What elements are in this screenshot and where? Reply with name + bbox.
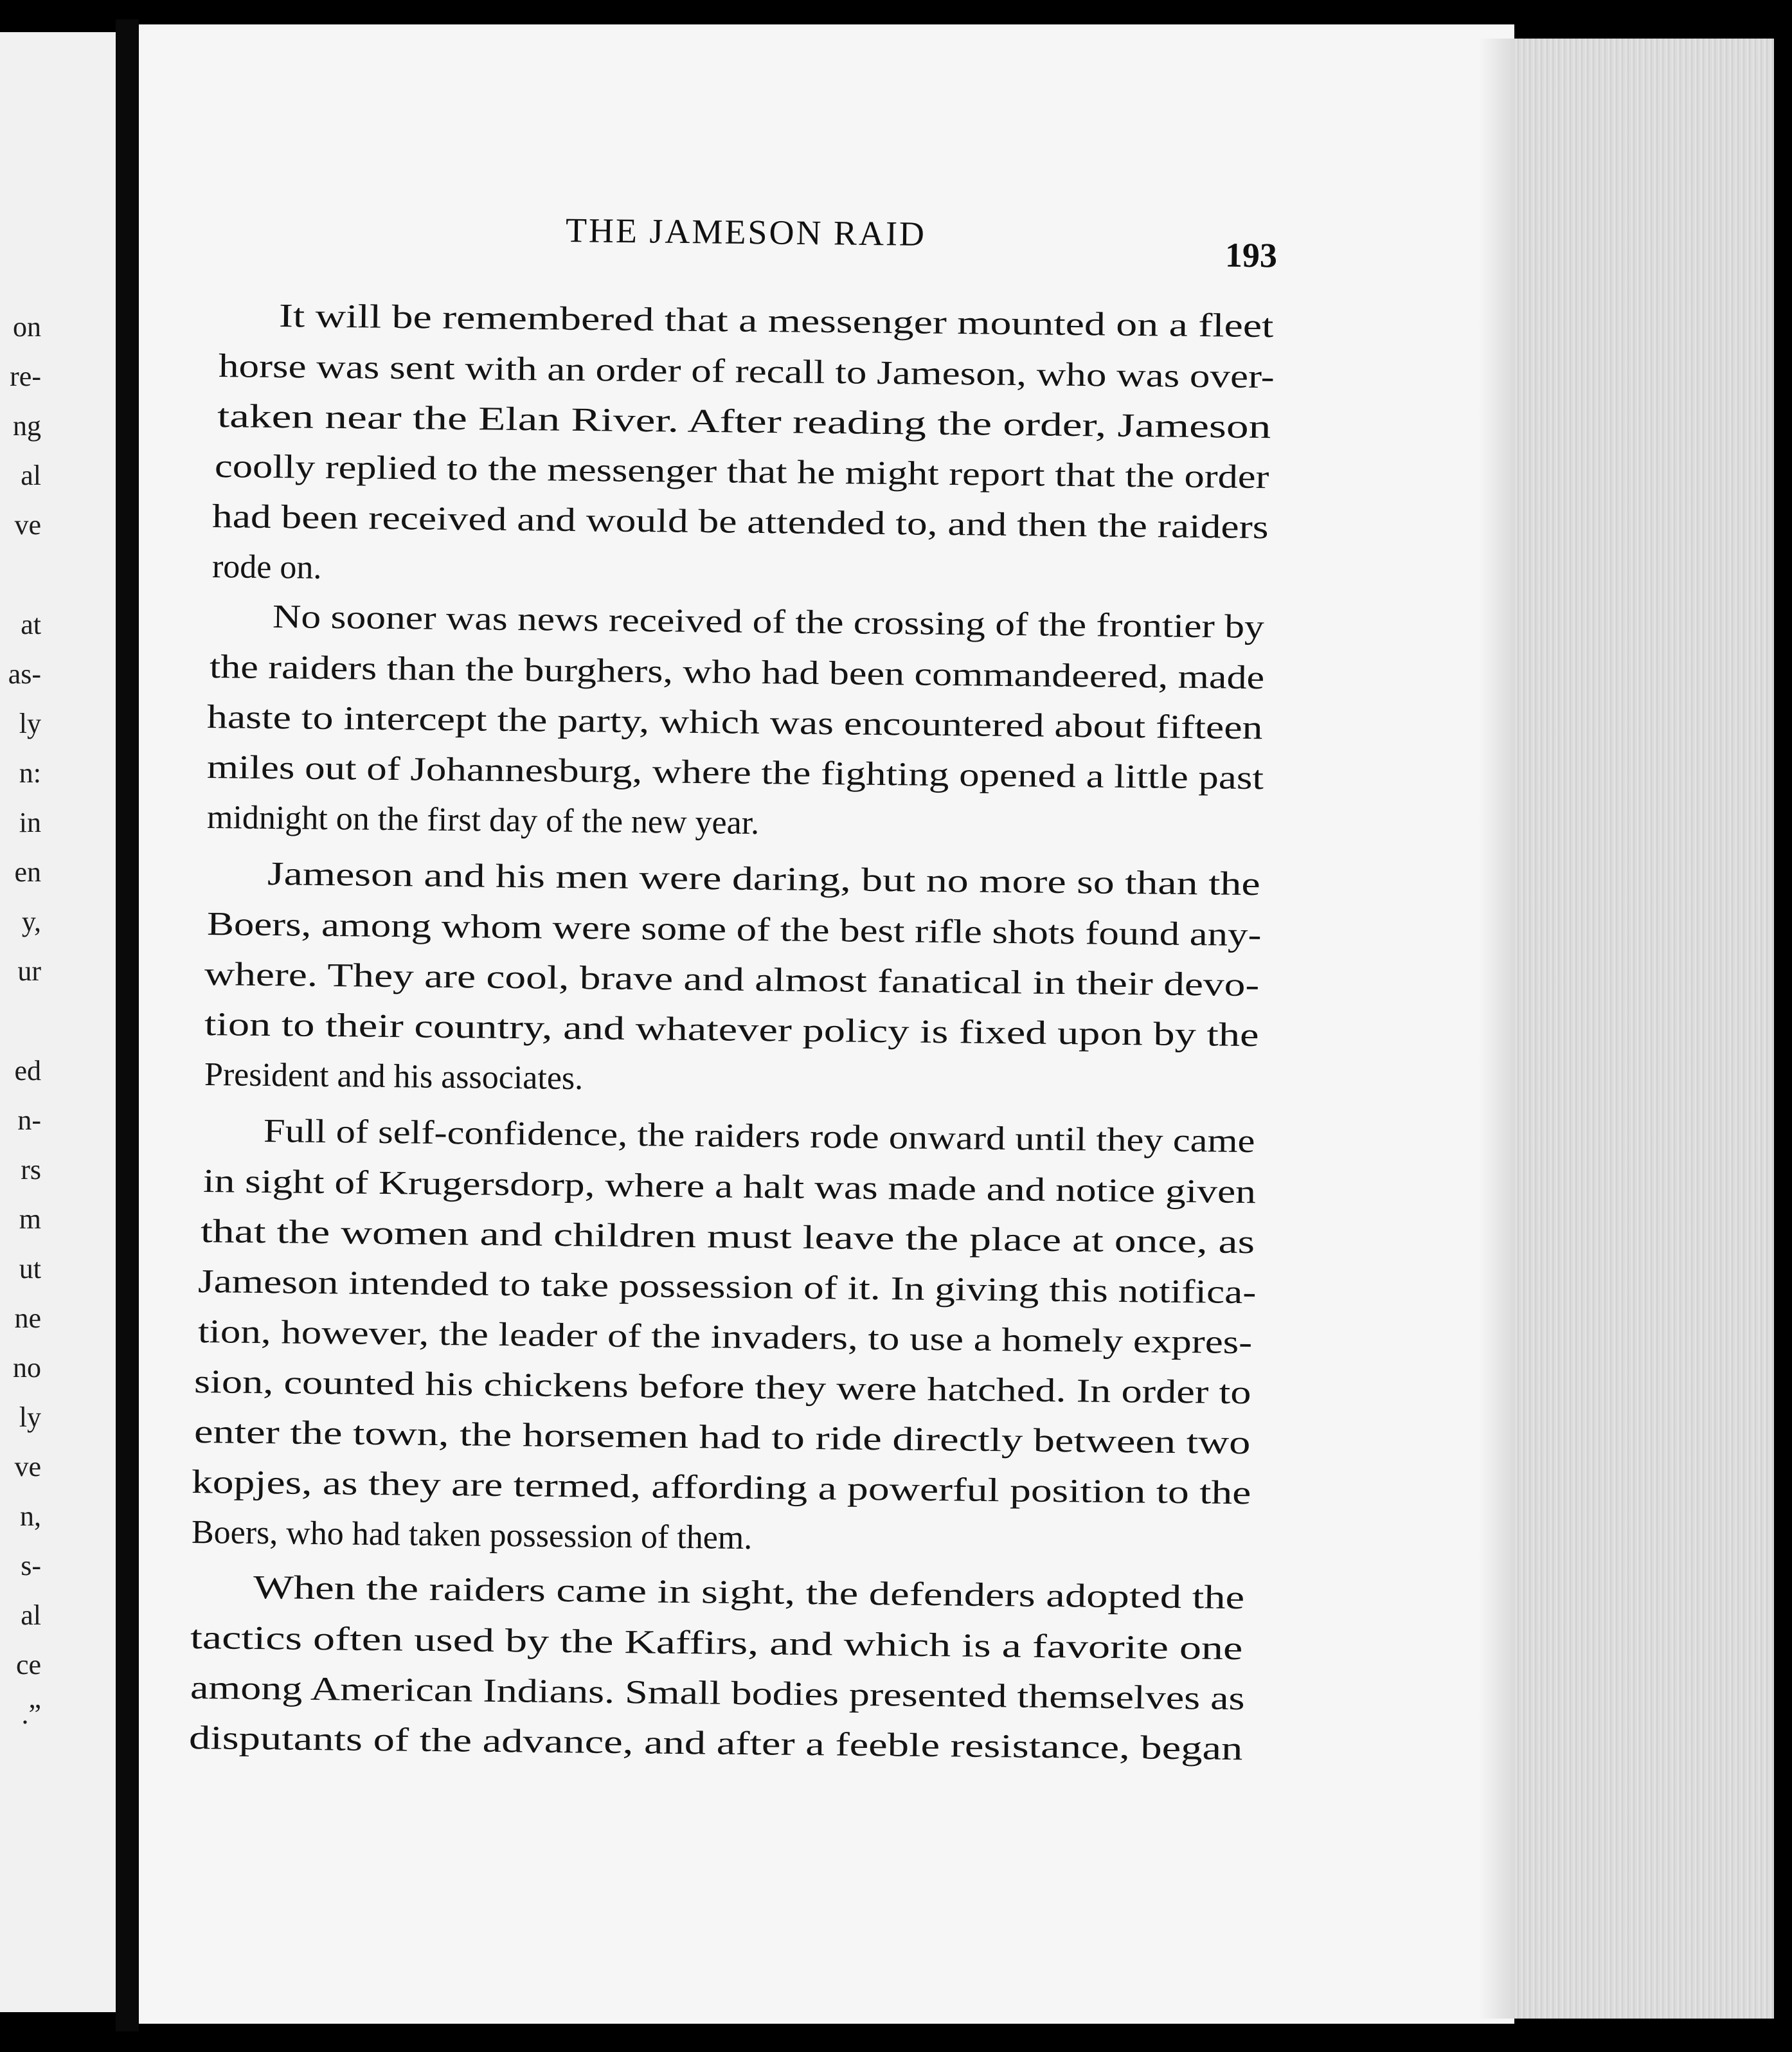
page-edge-stack: [1514, 39, 1774, 2019]
page-curve-shadow: [1478, 39, 1517, 2019]
text-line: Boers, among whom were some of the best rifle shots found any-: [206, 906, 1262, 954]
left-fragment: re-: [10, 361, 41, 392]
text-line: disputants of the advance, and after a feeble resistance, began: [188, 1720, 1243, 1768]
left-fragment: [0, 996, 41, 1046]
left-fragment: on: [13, 311, 41, 343]
text-line: horse was sent with an order of recall to Jameson, who was over-: [218, 348, 1275, 396]
text-line: No sooner was news received of the crossing of the frontier by: [272, 598, 1265, 646]
left-fragment: ve: [14, 509, 41, 541]
text-line: midnight on the first day of the new year.: [206, 799, 760, 842]
left-fragment: rs: [21, 1154, 41, 1185]
left-fragment: no: [13, 1352, 41, 1383]
text-line: When the raiders came in sight, the defenders adopted the: [253, 1569, 1245, 1617]
text-line: among American Indians. Small bodies presented themselves as: [190, 1670, 1245, 1718]
text-line: enter the town, the horsemen had to ride directly between two: [193, 1414, 1251, 1462]
left-fragment: ng: [13, 410, 41, 442]
left-fragment: ce: [15, 1649, 41, 1680]
left-fragment: y,: [21, 906, 41, 937]
text-line: coolly replied to the messenger that he might report that the order: [214, 448, 1269, 496]
text-line: tion, however, the leader of the invaders, to use a homely expres-: [197, 1313, 1253, 1362]
text-line: It will be remembered that a messenger mounted on a fleet: [278, 298, 1274, 345]
text-line: in sight of Krugersdorp, where a halt was made and notice given: [202, 1163, 1257, 1211]
book-gutter: [116, 19, 139, 2031]
text-line: taken near the Elan River. After reading the order, Jameson: [217, 398, 1271, 446]
text-line: tion to their country, and whatever policy is fixed upon by the: [204, 1006, 1259, 1054]
left-fragment: .”: [21, 1698, 41, 1730]
text-line: Jameson intended to take possession of it. In giving this notifica-: [197, 1263, 1257, 1311]
left-fragment: n-: [17, 1104, 41, 1136]
left-fragment: en: [14, 856, 41, 888]
text-line: the raiders than the burghers, who had been commandeered, made: [209, 649, 1265, 697]
text-line: kopjes, as they are termed, affording a powerful position to the: [191, 1464, 1251, 1512]
text-line: haste to intercept the party, which was encountered about fifteen: [206, 699, 1263, 747]
left-fragment: ed: [14, 1055, 41, 1086]
left-fragment: ly: [19, 708, 41, 739]
text-line: had been received and would be attended to, and then the raiders: [211, 498, 1269, 546]
text-line: sion, counted his chickens before they were hatched. In order to: [193, 1364, 1251, 1412]
left-fragment: ne: [14, 1302, 41, 1334]
text-line: Jameson and his men were daring, but no more so than the: [267, 856, 1260, 903]
text-line: miles out of Johannesburg, where the fighting opened a little past: [206, 749, 1264, 797]
page-number: 193: [1224, 235, 1278, 275]
left-fragment: as-: [8, 658, 41, 690]
left-fragment: at: [21, 609, 41, 640]
text-line: Full of self-confidence, the raiders rode onward until they came: [263, 1113, 1255, 1160]
running-head: THE JAMESON RAID: [565, 211, 927, 253]
text-line: Boers, who had taken possession of them.: [191, 1514, 753, 1557]
text-line: President and his associates.: [204, 1056, 584, 1097]
left-fragment: [0, 550, 41, 600]
left-fragment: s-: [21, 1550, 41, 1581]
left-fragment: m: [19, 1203, 41, 1235]
left-fragment: ve: [14, 1451, 41, 1482]
left-page-text-fragments: [0, 302, 41, 1739]
text-line: tactics often used by the Kaffirs, and which is a favorite one: [190, 1619, 1243, 1668]
text-line: that the women and children must leave the place at once, as: [200, 1213, 1255, 1261]
left-fragment: ut: [19, 1253, 41, 1284]
left-fragment: al: [21, 1599, 41, 1631]
left-fragment: in: [19, 807, 41, 838]
left-fragment: ly: [19, 1401, 41, 1433]
text-line: where. They are cool, brave and almost fanatical in their devo-: [204, 956, 1260, 1004]
left-fragment: n:: [19, 757, 41, 789]
left-fragment: ur: [17, 955, 41, 987]
left-fragment: al: [21, 460, 41, 491]
left-fragment: n,: [20, 1500, 41, 1532]
text-line: rode on.: [211, 548, 322, 586]
